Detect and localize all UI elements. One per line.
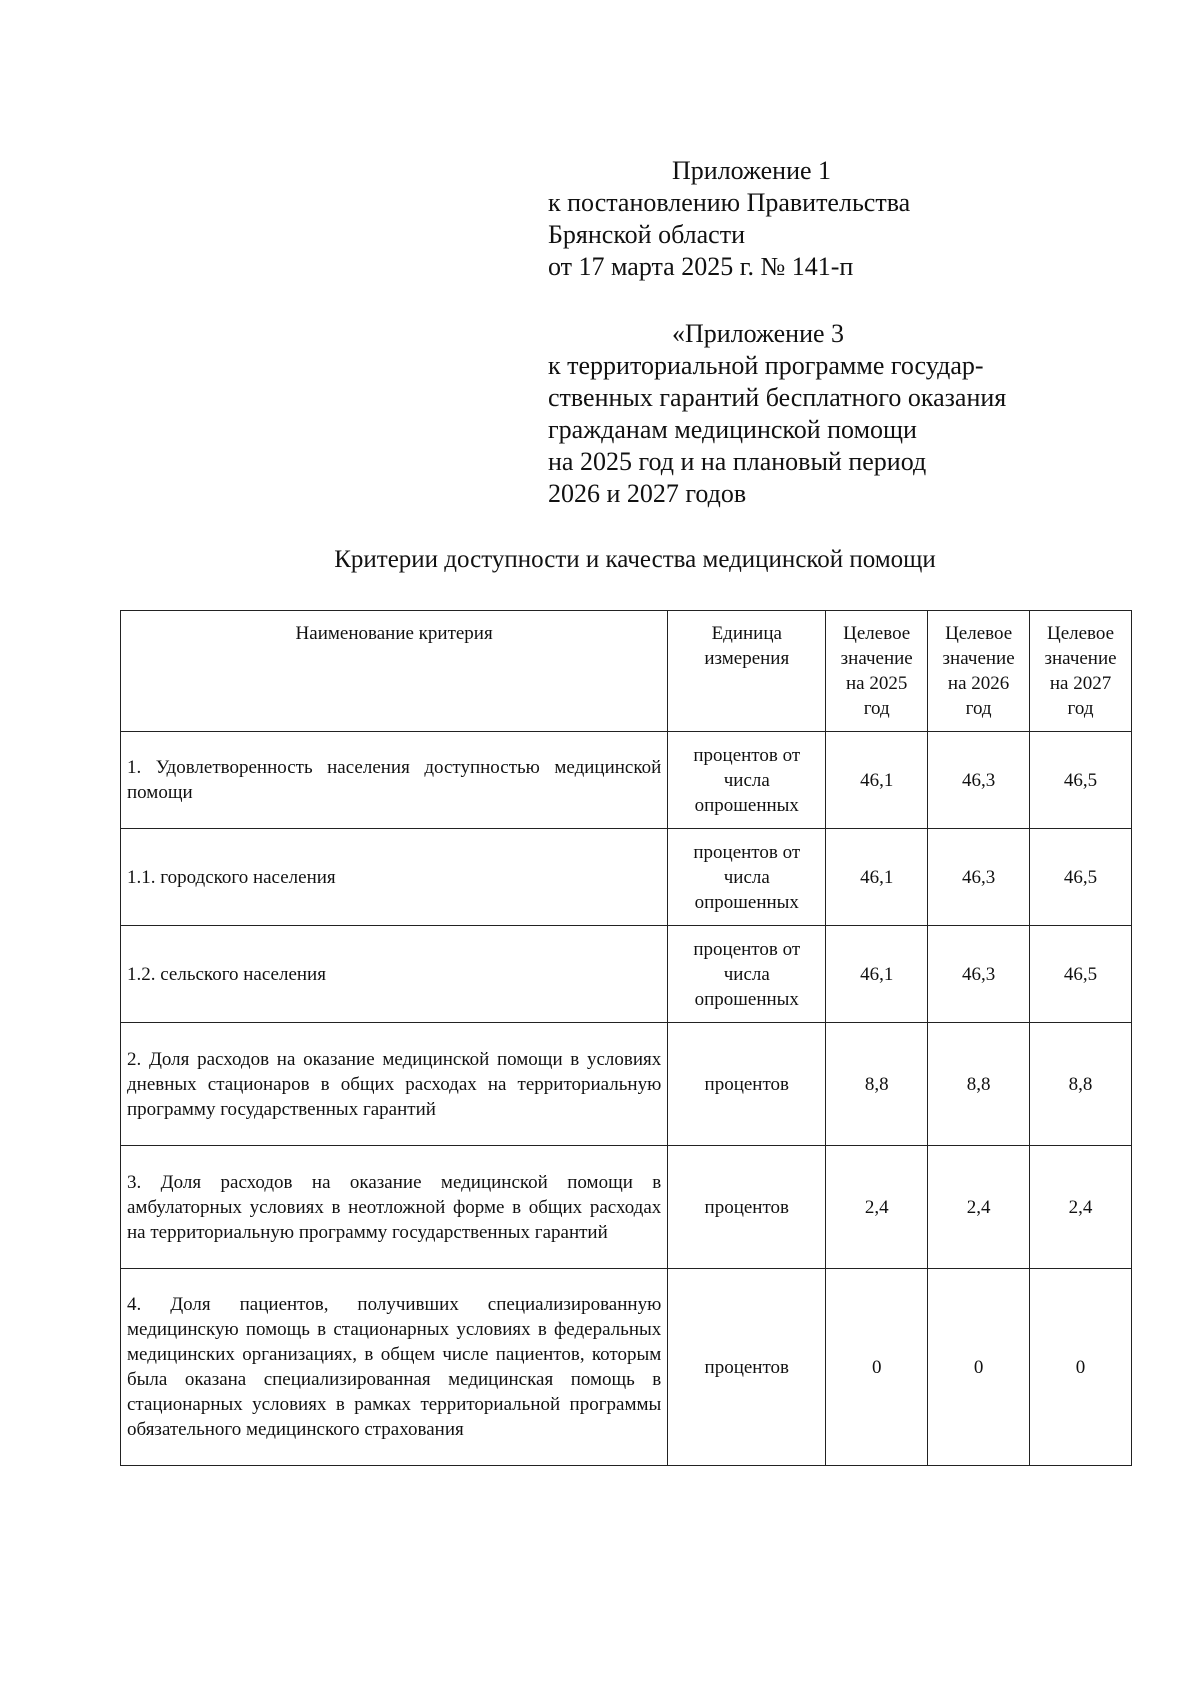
target-2025: 0 — [826, 1269, 928, 1466]
target-2026: 2,4 — [928, 1146, 1030, 1269]
table-row — [121, 926, 1132, 1023]
table-row — [121, 1146, 1132, 1269]
annex-3-header — [548, 318, 1006, 510]
criterion-name: 3. Доля расходов на оказание медицинской помощи в амбулаторных условиях в неотложной форме в общих расходах на территориальную программу государственных гарантий — [121, 1146, 668, 1269]
target-2027: 46,5 — [1030, 926, 1132, 1023]
criterion-unit: процентов от числа опрошенных — [668, 926, 826, 1023]
table-row — [121, 829, 1132, 926]
annex-3-label: «Приложение 3 — [672, 319, 845, 348]
target-2026: 8,8 — [928, 1023, 1030, 1146]
annex-1-region-line: Брянской области — [548, 220, 745, 249]
annex-3-line-2: к территориальной программе государ- — [548, 351, 984, 380]
criterion-unit: процентов — [668, 1023, 826, 1146]
annex-3-line-3: ственных гарантий бесплатного оказания — [548, 383, 1007, 412]
header-target-2026: Целевое значение на 2026 год — [928, 611, 1030, 732]
criteria-table — [120, 610, 1132, 1466]
annex-1-header — [548, 155, 910, 283]
criterion-unit: процентов — [668, 1269, 826, 1466]
annex-1-date-number-line: от 17 марта 2025 г. № 141-п — [548, 252, 854, 281]
header-criterion-name: Наименование критерия — [121, 611, 668, 732]
target-2026: 46,3 — [928, 926, 1030, 1023]
criterion-unit: процентов от числа опрошенных — [668, 829, 826, 926]
target-2026: 0 — [928, 1269, 1030, 1466]
annex-3-line-4: гражданам медицинской помощи — [548, 415, 917, 444]
header-unit: Единица измерения — [668, 611, 826, 732]
table-row — [121, 1023, 1132, 1146]
target-2025: 46,1 — [826, 829, 928, 926]
criterion-name: 1. Удовлетворенность населения доступностью медицинской помощи — [121, 732, 668, 829]
target-2027: 46,5 — [1030, 829, 1132, 926]
annex-1-resolution-line: к постановлению Правительства — [548, 188, 911, 217]
target-2025: 46,1 — [826, 926, 928, 1023]
criterion-unit: процентов — [668, 1146, 826, 1269]
target-2025: 2,4 — [826, 1146, 928, 1269]
target-2026: 46,3 — [928, 732, 1030, 829]
annex-3-line-5: на 2025 год и на плановый период — [548, 447, 927, 476]
document-title: Критерии доступности и качества медицинской помощи — [334, 546, 936, 573]
target-2025: 46,1 — [826, 732, 928, 829]
criterion-name: 1.1. городского населения — [121, 829, 668, 926]
table-row — [121, 732, 1132, 829]
header-target-2027: Целевое значение на 2027 год — [1030, 611, 1132, 732]
table-row — [121, 1269, 1132, 1466]
annex-1-label: Приложение 1 — [672, 156, 832, 185]
target-2027: 2,4 — [1030, 1146, 1132, 1269]
annex-3-line-6: 2026 и 2027 годов — [548, 479, 747, 508]
target-2027: 46,5 — [1030, 732, 1132, 829]
criterion-unit: процентов от числа опрошенных — [668, 732, 826, 829]
table-header-row — [121, 611, 1132, 732]
header-target-2025: Целевое значение на 2025 год — [826, 611, 928, 732]
criterion-name: 2. Доля расходов на оказание медицинской помощи в условиях дневных стационаров в общих расходах на территориальную программу государственных гарантий — [121, 1023, 668, 1146]
target-2027: 8,8 — [1030, 1023, 1132, 1146]
target-2026: 46,3 — [928, 829, 1030, 926]
target-2027: 0 — [1030, 1269, 1132, 1466]
target-2025: 8,8 — [826, 1023, 928, 1146]
criterion-name: 1.2. сельского населения — [121, 926, 668, 1023]
criterion-name: 4. Доля пациентов, получивших специализированную медицинскую помощь в стационарных условиях в федеральных медицинских организациях, в общем числе пациентов, которым была оказана специализированная медицинская помощь в стационарных условиях в рамках территориальной программы обязательного медицинского страхования — [121, 1269, 668, 1466]
